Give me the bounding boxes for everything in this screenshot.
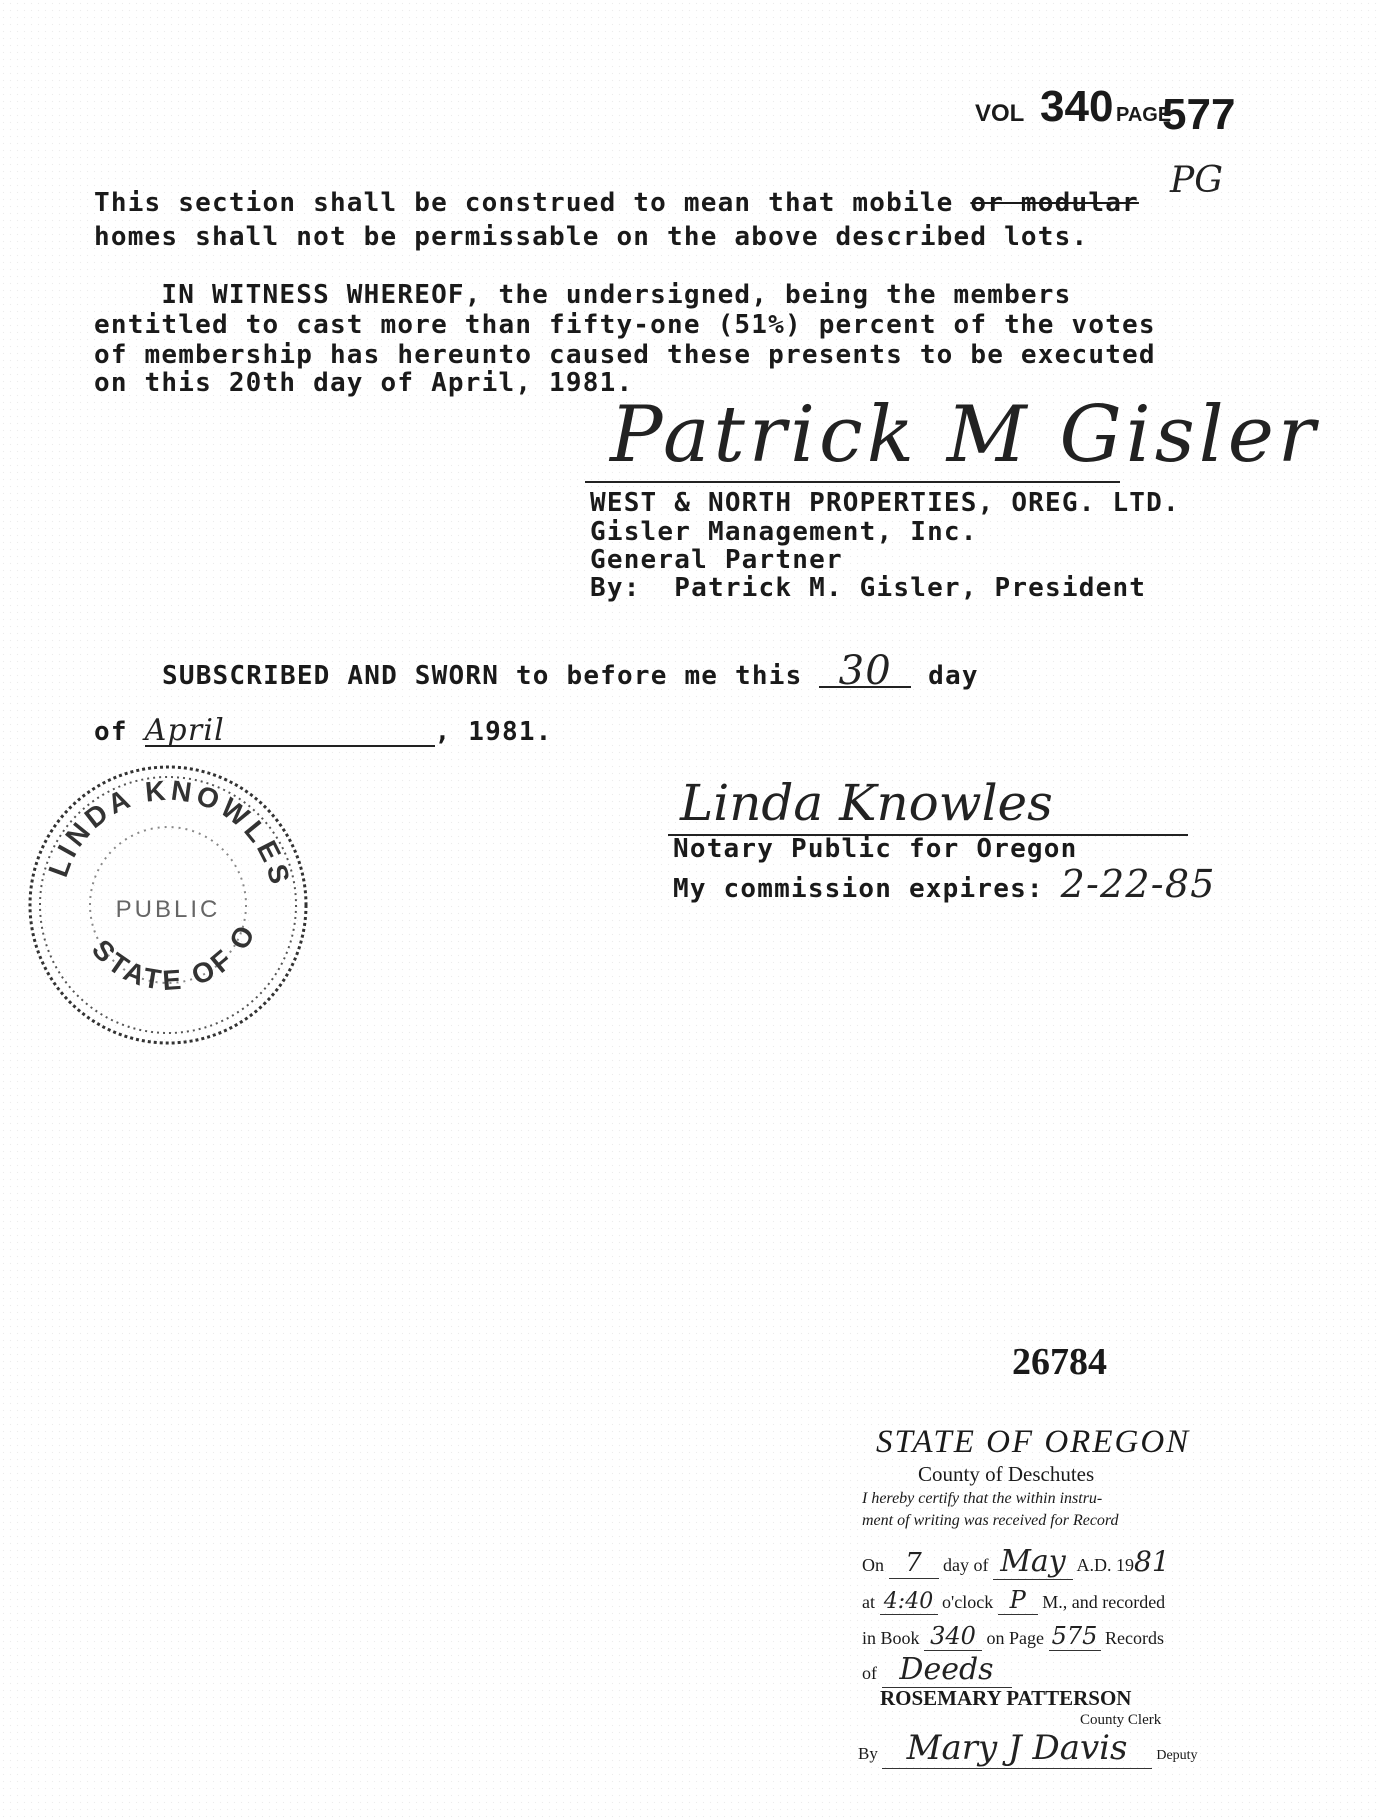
records-label: Records	[1105, 1628, 1164, 1648]
signatory-company: WEST & NORTH PROPERTIES, OREG. LTD.	[590, 488, 1180, 518]
stamp-received-date	[862, 1544, 1170, 1580]
commission-date: 2-22-85	[1060, 862, 1216, 906]
oclock-label: o'clock	[942, 1592, 994, 1612]
svg-text:LINDA KNOWLES	[42, 774, 296, 890]
sworn-month: April	[145, 717, 435, 747]
witness-line-1: IN WITNESS WHEREOF, the undersigned, being the members	[94, 280, 1072, 310]
received-ampm: P	[998, 1586, 1038, 1615]
at-label: at	[862, 1592, 875, 1612]
sworn-text: SUBSCRIBED AND SWORN to before me this	[162, 661, 820, 691]
witness-line-4: on this 20th day of April, 1981.	[94, 368, 634, 398]
paragraph-text: This section shall be construed to mean that mobile	[94, 188, 971, 218]
clerk-name: ROSEMARY PATTERSON	[880, 1686, 1132, 1710]
stamp-records-of	[862, 1652, 1012, 1688]
received-year: 81	[1134, 1545, 1170, 1578]
page-label: PAGE	[1116, 104, 1172, 126]
vol-number: 340	[1040, 82, 1114, 131]
records-type: Deeds	[882, 1652, 1012, 1688]
margin-initials: PG	[1170, 160, 1223, 201]
seal-top-text: LINDA KNOWLES	[42, 774, 297, 891]
signatory-by: By: Patrick M. Gisler, President	[590, 573, 1147, 603]
stamp-book-page	[862, 1622, 1164, 1651]
stamp-state: STATE OF OREGON	[876, 1424, 1191, 1460]
vol-label: VOL	[975, 100, 1025, 127]
sworn-month-line	[94, 713, 553, 748]
deputy-signature: Mary J Davis	[882, 1728, 1152, 1769]
witness-line-2: entitled to cast more than fifty-one (51%) percent of the votes	[94, 310, 1156, 340]
seal-bottom-text: STATE OF O	[85, 917, 263, 997]
day-of-label: day of	[943, 1555, 989, 1575]
stamp-certify-1: I hereby certify that the within instru-	[862, 1490, 1103, 1507]
of-label: of	[94, 717, 145, 747]
received-day: 7	[889, 1548, 939, 1579]
sworn-day: 30	[819, 656, 911, 688]
records-of-label: of	[862, 1663, 877, 1683]
received-month: May	[993, 1544, 1073, 1580]
on-label: On	[862, 1555, 884, 1575]
sworn-day-label: day	[911, 661, 979, 691]
document-number: 26784	[1012, 1341, 1107, 1383]
struck-text: or modular	[970, 188, 1139, 218]
signature-line	[585, 481, 1120, 483]
ad-label: A.D. 19	[1076, 1555, 1134, 1575]
sworn-year: , 1981.	[434, 717, 553, 747]
in-book-label: in Book	[862, 1628, 920, 1648]
commission-line	[673, 862, 1216, 906]
book-number: 340	[924, 1622, 982, 1651]
signatory-role: General Partner	[590, 545, 843, 575]
page-number: 577	[1162, 90, 1236, 139]
stamp-deputy	[858, 1728, 1198, 1769]
on-page-label: on Page	[986, 1628, 1045, 1648]
commission-label: My commission expires:	[673, 874, 1061, 904]
seal-middle-text: PUBLIC	[115, 896, 221, 923]
paragraph-mobile-homes-line1	[94, 188, 1139, 218]
signatory-signature: Patrick M Gisler	[610, 390, 1320, 480]
stamp-county: County of Deschutes	[918, 1462, 1095, 1486]
stamp-certify-2: ment of writing was received for Record	[862, 1512, 1119, 1529]
clerk-title: County Clerk	[1080, 1712, 1162, 1728]
sworn-statement	[162, 648, 979, 694]
notary-signature: Linda Knowles	[680, 774, 1053, 832]
witness-line-3: of membership has hereunto caused these presents to be executed	[94, 340, 1156, 370]
paragraph-mobile-homes-line2: homes shall not be permissable on the above described lots.	[94, 222, 1089, 252]
page-number-recorded: 575	[1049, 1622, 1101, 1651]
deputy-label: Deputy	[1156, 1748, 1198, 1763]
notary-seal	[18, 755, 318, 1055]
received-time: 4:40	[880, 1589, 938, 1615]
stamp-received-time	[862, 1586, 1165, 1615]
by-label: By	[858, 1744, 878, 1763]
notary-title: Notary Public for Oregon	[673, 834, 1078, 864]
signatory-management: Gisler Management, Inc.	[590, 517, 978, 547]
recorded-label: M., and recorded	[1042, 1592, 1166, 1612]
